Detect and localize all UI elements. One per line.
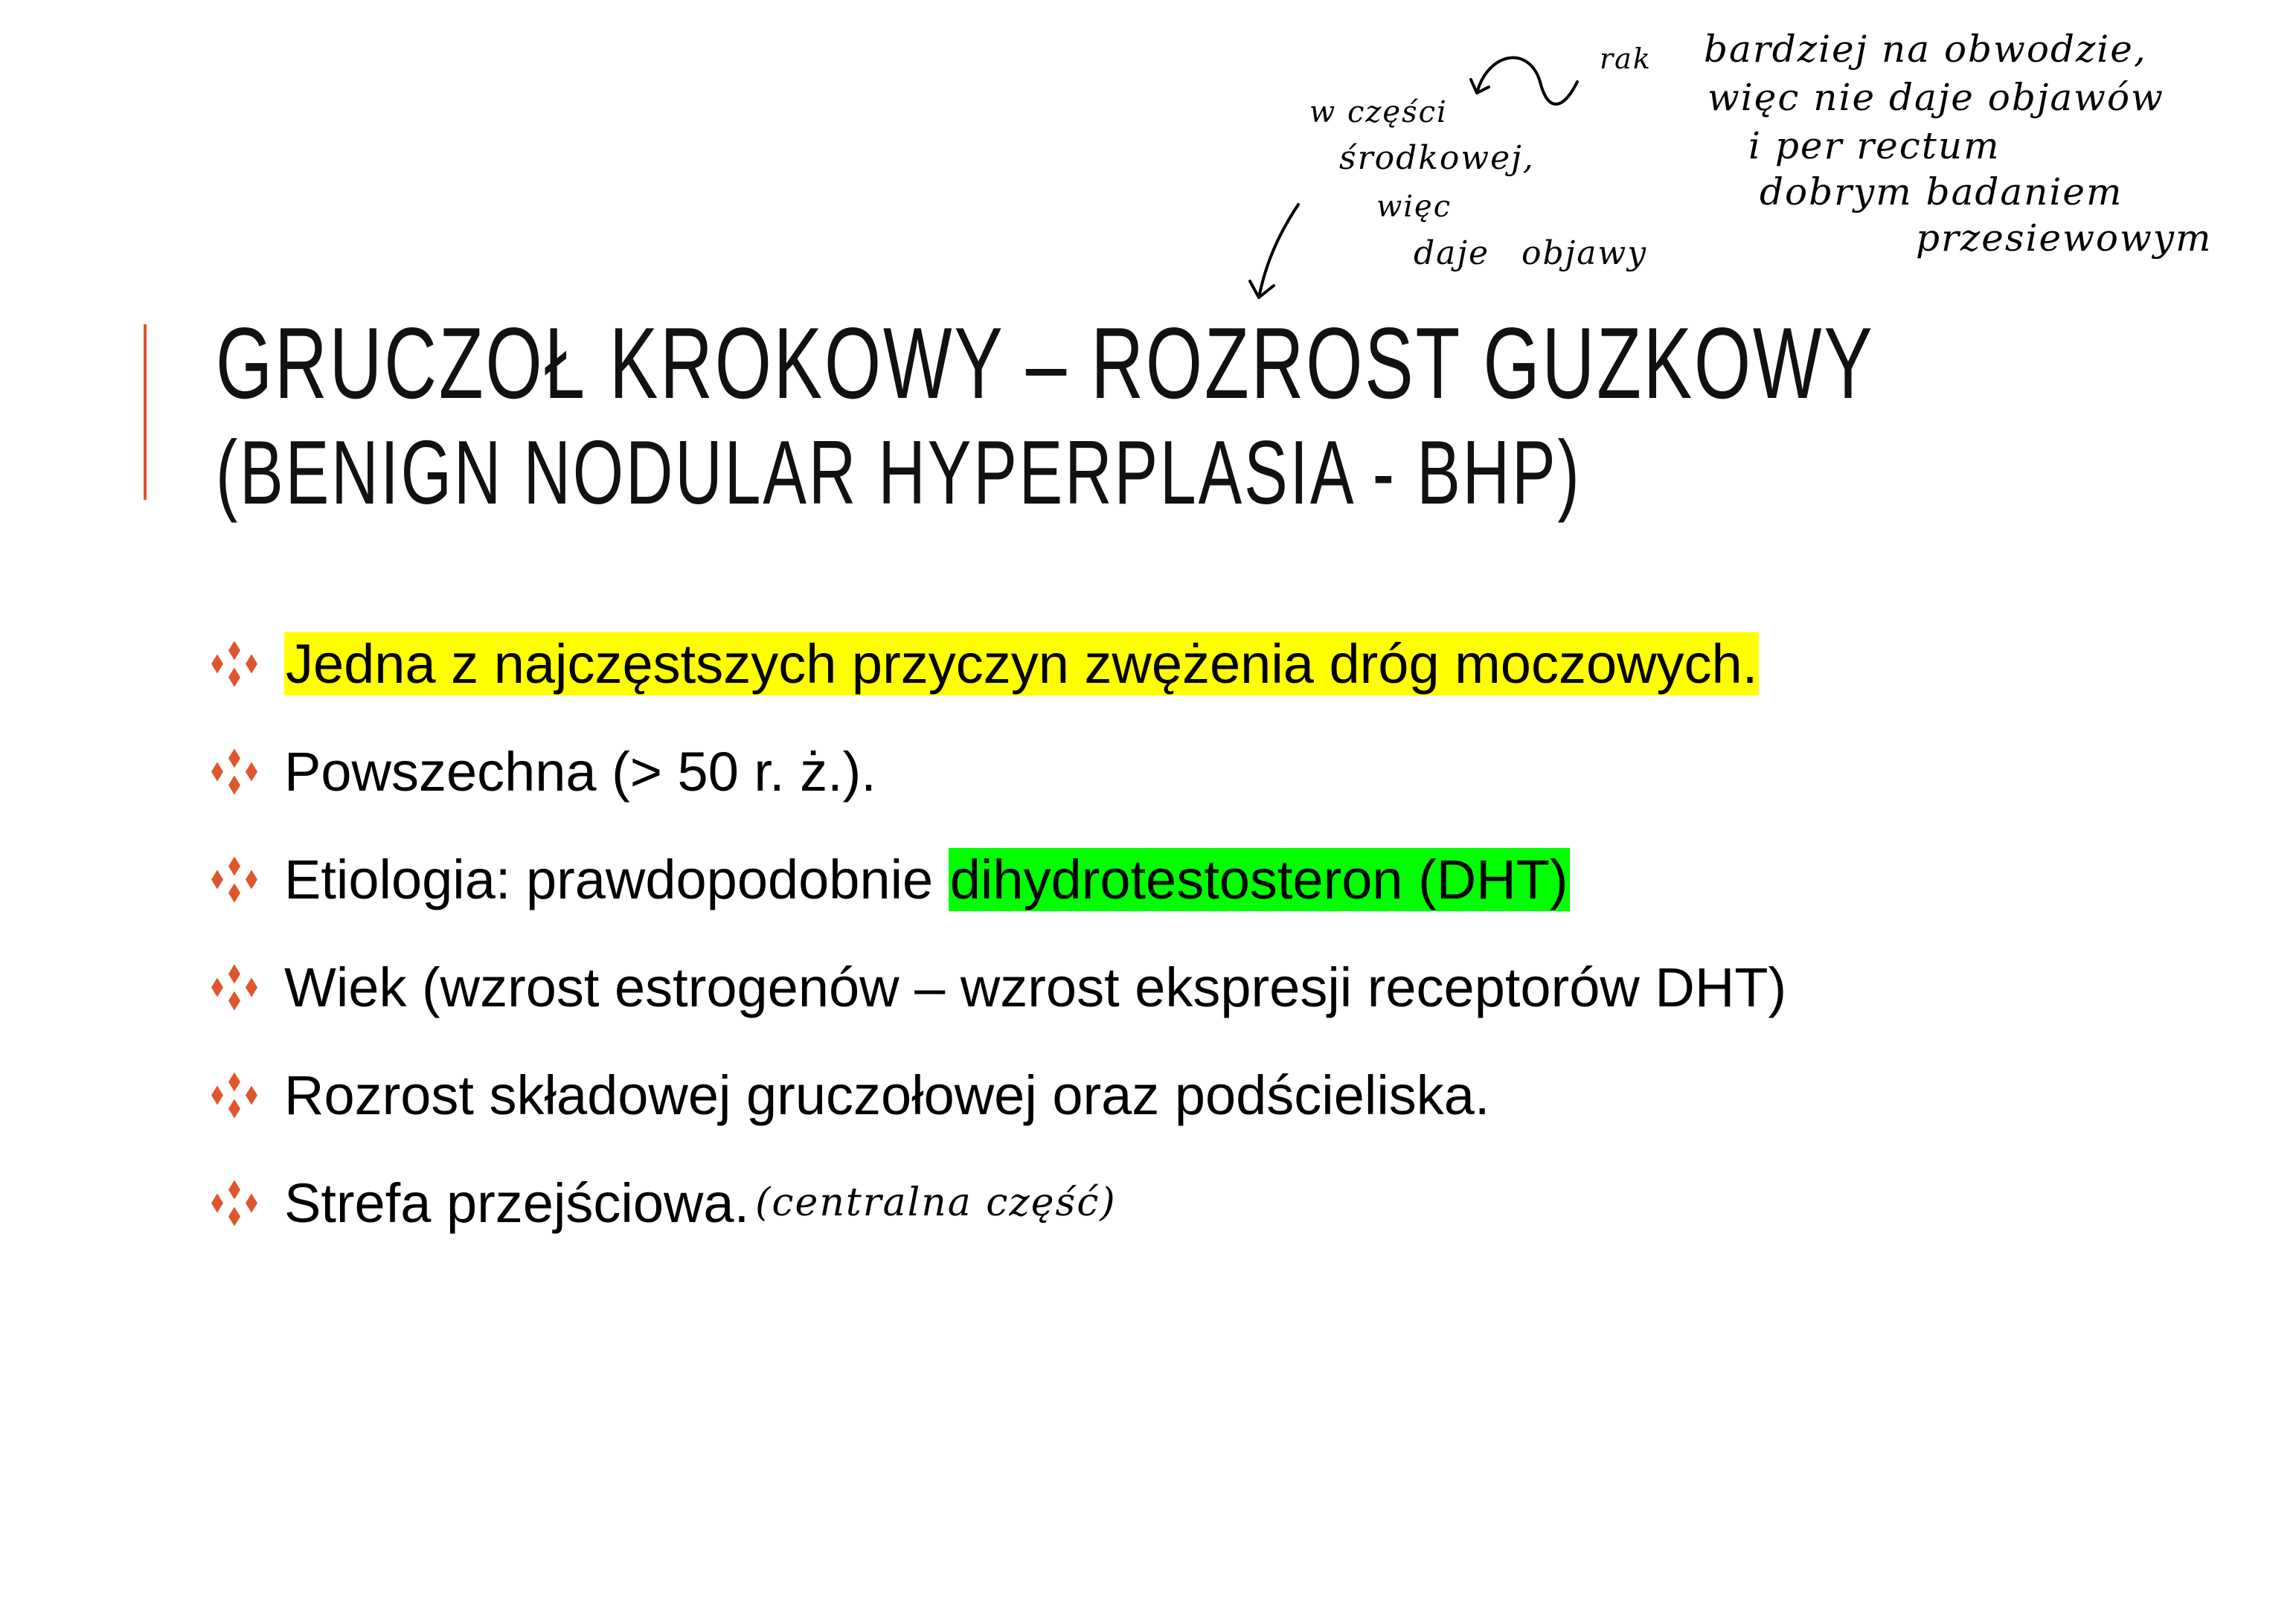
handwritten-left-note-line: daje	[1414, 234, 1490, 272]
handwritten-left-note-line: w części	[1309, 95, 1448, 129]
highlighted-text: dihydrotestosteron (DHT)	[949, 849, 1568, 910]
bullet-text: Powszechna (> 50 r. ż.).	[284, 741, 876, 803]
bullet-text: Rozrost składowej gruczołowej oraz podścieliska.	[284, 1064, 1490, 1126]
bullet-text: Etiologia: prawdopodobnie	[284, 849, 949, 910]
handwritten-right-note-line: bardziej na obwodzie,	[1704, 28, 2147, 71]
highlighted-text: Jedna z najczęstszych przyczyn zwężenia dróg moczowych.	[286, 633, 1758, 695]
handwritten-right-note-line: i per rectum	[1748, 124, 2001, 167]
curved-arrow-icon	[1471, 58, 1577, 104]
slide-subtitle: (BENIGN NODULAR HYPERPLASIA - BHP)	[216, 422, 1582, 523]
handwritten-left-note-line: więc	[1376, 190, 1452, 224]
slide-title: GRUCZOŁ KROKOWY – ROZROST GUZKOWY	[216, 306, 1875, 420]
bullet-text: Wiek (wzrost estrogenów – wzrost ekspresji receptorów DHT)	[284, 957, 1787, 1018]
handwritten-right-note-line: przesiewowym	[1916, 216, 2213, 260]
handwritten-left-note-line: środkowej,	[1339, 139, 1535, 177]
bullet-text: Strefa przejściowa.	[284, 1172, 750, 1234]
handwritten-left-note-line: objawy	[1521, 234, 1648, 272]
handwritten-rak: rak	[1600, 42, 1652, 75]
handwritten-right-note-line: dobrym badaniem	[1760, 170, 2123, 213]
down-arrow-icon	[1250, 205, 1298, 298]
handwritten-inline-note: (centralna część)	[755, 1180, 1117, 1226]
handwritten-right-note-line: więc nie daje objawów	[1707, 76, 2164, 119]
